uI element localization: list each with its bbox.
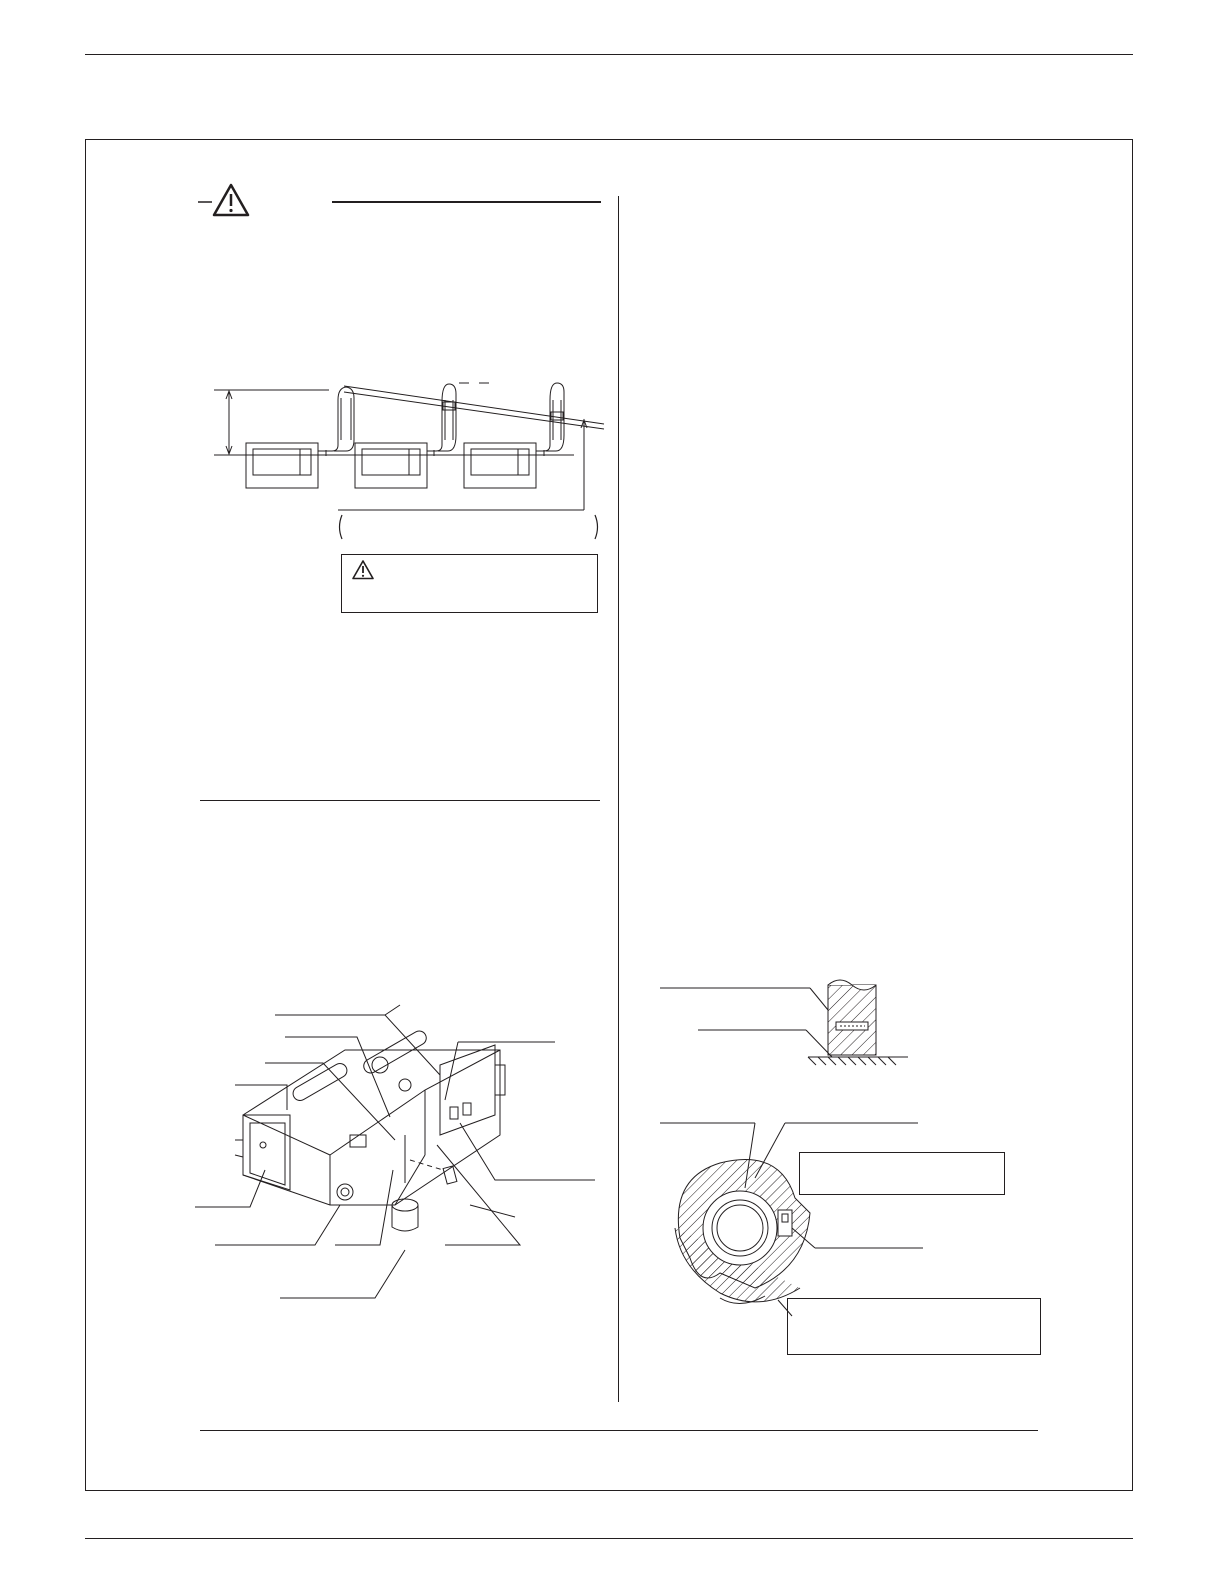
caution-header [198, 183, 603, 223]
pipe-insulation-detail [660, 1118, 925, 1318]
warning-triangle-icon [214, 185, 248, 215]
caution-box [341, 554, 598, 613]
unit-perspective-diagram [195, 1005, 605, 1305]
warning-triangle-icon [352, 560, 374, 580]
note-box-2 [787, 1298, 1041, 1355]
page-footer-rule [85, 1538, 1133, 1539]
left-section-rule [200, 800, 600, 801]
bottom-section-rule [200, 1430, 1038, 1431]
page-header-rule [85, 54, 1133, 55]
wall-section-detail [660, 975, 910, 1075]
drain-piping-diagram [214, 380, 614, 515]
column-divider [618, 196, 619, 1402]
parenthesis-row [336, 512, 601, 542]
note-box-1 [799, 1152, 1005, 1195]
